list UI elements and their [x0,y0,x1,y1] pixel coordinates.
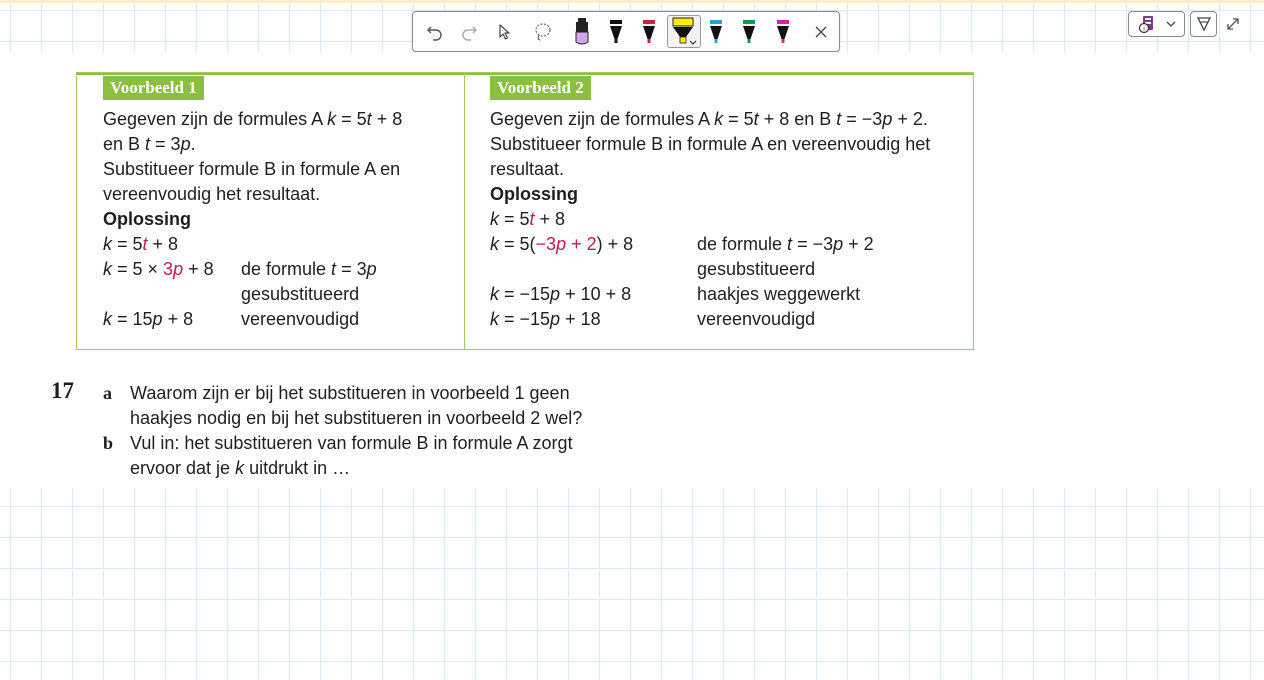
pen-black-button[interactable] [603,12,629,51]
example2-step1: k = 5t + 8 [490,209,566,229]
svg-text:i: i [1142,26,1145,33]
immersive-reader-icon [1137,14,1159,34]
example1-solution-heading: Oplossing [103,209,192,229]
pen-red-button[interactable] [636,12,662,51]
example1-intro-line2: en B t = 3p. [103,134,196,154]
pen-green-button[interactable] [736,12,762,51]
example1-step1: k = 5t + 8 [103,234,179,254]
question-number: 17 [51,378,74,403]
example1-tag: Voorbeeld 1 [103,76,204,100]
chevron-down-icon [1165,19,1177,29]
close-icon [815,26,827,38]
pen-magenta-button[interactable] [770,12,796,51]
question-a-letter: a [103,383,112,403]
pointer-icon [497,23,513,41]
example1-step2-note: gesubstitueerd [241,284,360,304]
examples-divider [464,73,465,349]
expand-button[interactable] [1223,14,1243,34]
pen-green-icon [741,17,757,47]
example2-step3: k = −15p + 10 + 8 haakjes weggewerkt [490,284,861,304]
redo-icon [460,23,478,41]
pen-black-icon [608,17,624,47]
pen-cyan-icon [708,17,724,47]
lasso-icon [533,22,553,42]
pen-cyan-button[interactable] [703,12,729,51]
highlighter-yellow-icon [670,17,698,47]
question-b-letter: b [103,433,114,453]
examples-top-rule [77,73,973,75]
example2-tag: Voorbeeld 2 [490,76,591,100]
example2-step4: k = −15p + 18 vereenvoudigd [490,309,816,329]
example1-step2: k = 5 × 3p + 8 de formule t = 3p [103,259,377,279]
close-toolbar-button[interactable] [809,12,833,51]
question-a-text: Waarom zijn er bij het substitueren in voorbeeld 1 geen haakjes nodig en bij het substitueren in voorbeeld 2 wel? [130,383,583,428]
question-b-text: Vul in: het substitueren van formule B in formule A zorgt ervoor dat je k uitdrukt in … [130,433,573,478]
pen-black-lilac-button[interactable] [569,12,595,51]
example2-solution-heading: Oplossing [490,184,579,204]
example1-intro-line3: Substitueer formule B in formule A en [103,159,401,179]
example2-step2: k = 5(−3p + 2) + 8 de formule t = −3p + 2 [490,234,874,254]
example1-step3: k = 15p + 8 vereenvoudigd [103,309,360,329]
example2-intro-line3: resultaat. [490,159,565,179]
immersive-reader-button[interactable] [1128,11,1185,37]
example2-intro-line2: Substitueer formule B in formule A en vereenvoudig het [490,134,931,154]
example1-intro-line4: vereenvoudig het resultaat. [103,184,321,204]
examples-box [76,72,974,350]
drawing-toolbar [412,11,840,52]
ink-filter-icon [1197,16,1211,32]
pen-magenta-icon [775,17,791,47]
lasso-tool-button[interactable] [529,12,557,51]
example1-content [103,107,453,332]
pen-black-lilac-icon [574,17,590,47]
pen-red-icon [641,17,657,47]
example2-intro-line1: Gegeven zijn de formules A k = 5t + 8 en B t = −3p + 2. [490,109,928,129]
highlighter-yellow-button[interactable] [667,15,701,48]
expand-icon [1226,17,1240,31]
undo-button[interactable] [421,12,449,51]
top-accent-strip [0,0,1264,3]
ink-filter-button[interactable] [1190,11,1217,37]
example2-content [490,107,960,332]
select-tool-button[interactable] [491,12,519,51]
example1-intro-line1: Gegeven zijn de formules A k = 5t + 8 [103,109,403,129]
redo-button[interactable] [455,12,483,51]
undo-icon [426,23,444,41]
example2-step2-note: gesubstitueerd [697,259,816,279]
